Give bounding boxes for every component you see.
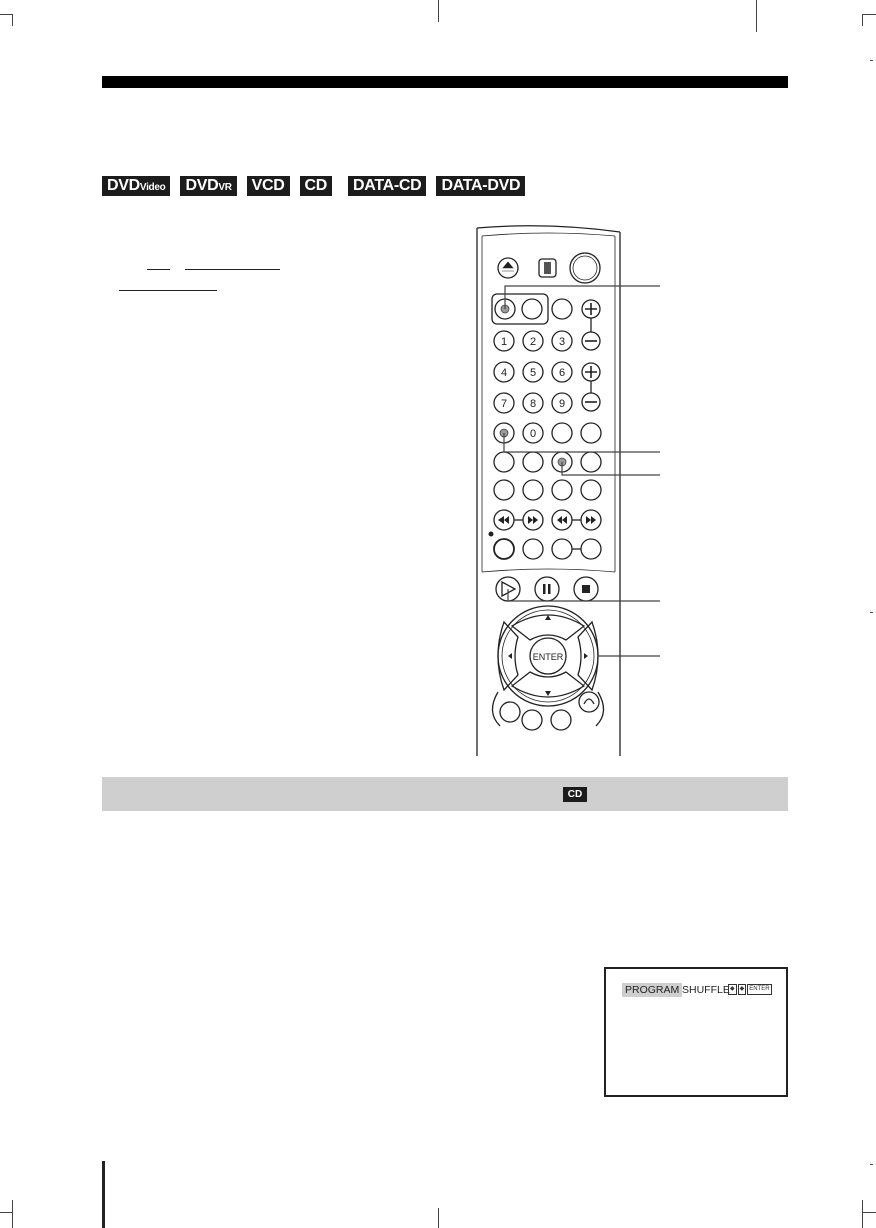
program-tab: PROGRAM — [622, 983, 682, 997]
enter-key-label: ENTER — [532, 652, 564, 662]
key-2: 2 — [529, 336, 537, 348]
badge-data-cd: DATA-CD — [348, 176, 426, 196]
badge-data-dvd: DATA-DVD — [436, 176, 525, 196]
crop-mark-top-center-2 — [756, 0, 757, 32]
left-arrow-icon: ◆ — [728, 984, 737, 995]
crop-mark-tl-h — [0, 14, 12, 15]
disc-type-badges — [102, 176, 525, 196]
crop-mark-br-h — [862, 1212, 876, 1213]
crop-mark-right-1 — [870, 60, 873, 61]
shuffle-tab: SHUFFLE — [682, 984, 730, 996]
underline-2 — [185, 269, 280, 270]
crop-mark-br — [862, 1200, 863, 1228]
page-margin-bar — [102, 1161, 105, 1228]
section-cd-badge: CD — [563, 787, 587, 802]
crop-mark-right-2 — [870, 612, 873, 613]
tv-screen-display — [604, 967, 788, 1097]
nav-hint — [728, 984, 772, 995]
key-4: 4 — [500, 367, 508, 379]
enter-hint-icon: ENTER — [747, 984, 771, 995]
key-6: 6 — [558, 367, 566, 379]
underline-1 — [147, 269, 170, 270]
key-7: 7 — [500, 398, 508, 410]
key-1: 1 — [500, 336, 508, 348]
crop-mark-top-center — [438, 0, 439, 22]
badge-cd: CD — [300, 176, 333, 196]
remote-illustration — [470, 220, 670, 760]
key-5: 5 — [529, 367, 537, 379]
badge-dvd-vr: DVDVR — [180, 176, 236, 196]
crop-mark-tl — [12, 14, 13, 26]
crop-mark-bl-h — [0, 1212, 12, 1213]
underline-3 — [119, 290, 217, 291]
key-3: 3 — [558, 336, 566, 348]
key-0: 0 — [529, 428, 537, 440]
badge-dvd-video: DVDVideo — [102, 176, 170, 196]
badge-vcd: VCD — [247, 176, 290, 196]
crop-mark-right-3 — [870, 1164, 873, 1165]
key-9: 9 — [558, 398, 566, 410]
right-arrow-icon: ◆ — [738, 984, 747, 995]
key-8: 8 — [529, 398, 537, 410]
header-rule — [102, 76, 788, 88]
crop-mark-tr — [862, 14, 863, 26]
crop-mark-bc — [438, 1208, 439, 1228]
crop-mark-tr-h — [862, 14, 876, 15]
section-header-bar — [102, 777, 788, 811]
crop-mark-bl — [12, 1200, 13, 1228]
